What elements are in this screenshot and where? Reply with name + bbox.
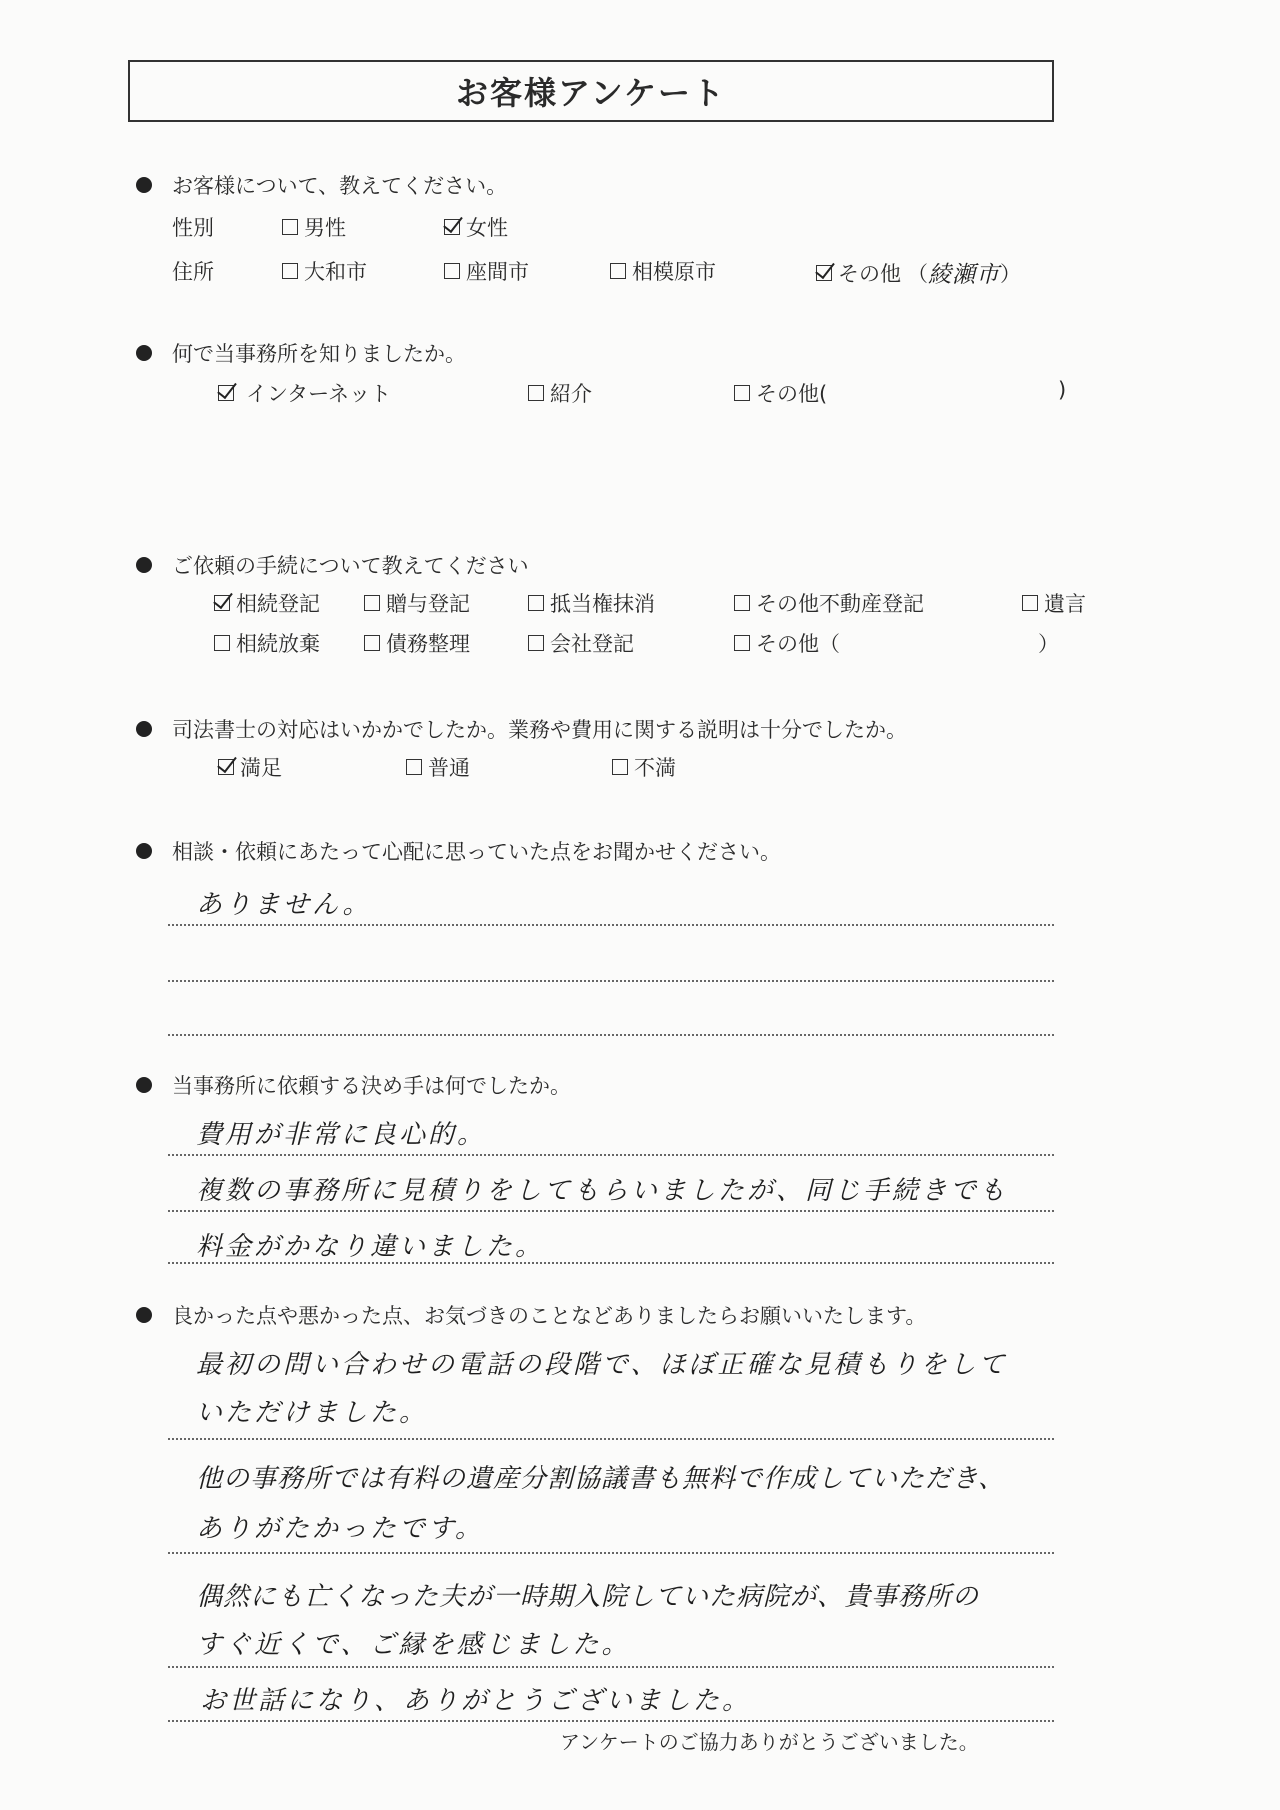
procedure-will[interactable]: 遺言: [1022, 588, 1086, 618]
bullet-icon: [136, 1077, 152, 1093]
bullet-icon: [136, 177, 152, 193]
bullet-icon: [136, 1307, 152, 1323]
checkbox-icon[interactable]: [364, 595, 380, 611]
source-option-referral[interactable]: 紹介: [528, 378, 592, 408]
checkbox-checked-icon[interactable]: [218, 385, 234, 401]
address-option-other[interactable]: その他 （ 綾瀬市 ）: [816, 256, 1021, 289]
address-label: 住所: [172, 260, 214, 284]
bullet-icon: [136, 843, 152, 859]
answer-line[interactable]: 料金がかなり違いました。: [196, 1232, 545, 1262]
procedure-company-registration[interactable]: 会社登記: [528, 628, 634, 658]
procedure-inheritance-renunciation[interactable]: 相続放棄: [214, 628, 320, 658]
question-6-text: 当事務所に依頼する決め手は何でしたか。: [172, 1074, 571, 1098]
question-1: [136, 170, 507, 200]
question-3-text: ご依頼の手続について教えてください: [172, 554, 529, 578]
bullet-icon: [136, 557, 152, 573]
footer-thanks: アンケートのご協力ありがとうございました。: [560, 1730, 979, 1754]
satisfaction-satisfied[interactable]: 満足: [218, 752, 282, 782]
gender-label: 性別: [172, 216, 214, 240]
answer-rule: [168, 1438, 1054, 1440]
procedure-other-close: ）: [1038, 632, 1059, 656]
procedure-debt-consolidation[interactable]: 債務整理: [364, 628, 470, 658]
answer-line[interactable]: 最初の問い合わせの電話の段階で、ほぼ正確な見積もりをして: [196, 1350, 1008, 1380]
question-2-text: 何で当事務所を知りましたか。: [172, 342, 466, 366]
checkbox-icon[interactable]: [734, 635, 750, 651]
answer-line[interactable]: 他の事務所では有料の遺産分割協議書も無料で作成していただき、: [196, 1464, 1005, 1494]
answer-line[interactable]: お世話になり、ありがとうございました。: [200, 1686, 752, 1716]
answer-rule: [168, 1720, 1054, 1722]
gender-option-female[interactable]: 女性: [444, 212, 508, 242]
question-3: [136, 550, 529, 580]
procedure-inheritance-registration[interactable]: 相続登記: [214, 588, 320, 618]
answer-rule: [168, 1552, 1054, 1554]
question-1-text: お客様について、教えてください。: [172, 174, 508, 198]
procedure-other-real-estate[interactable]: その他不動産登記: [734, 588, 924, 618]
answer-rule: [168, 1262, 1054, 1264]
question-7-text: 良かった点や悪かった点、お気づきのことなどありましたらお願いいたします。: [172, 1304, 927, 1328]
checkbox-icon[interactable]: [734, 595, 750, 611]
answer-rule: [168, 1210, 1054, 1212]
answer-rule: [168, 980, 1054, 982]
question-7: [136, 1300, 926, 1330]
checkbox-icon[interactable]: [528, 385, 544, 401]
address-other-value[interactable]: 綾瀬市: [928, 262, 1000, 288]
answer-line[interactable]: 複数の事務所に見積りをしてもらいましたが、同じ手続きでも: [196, 1176, 1009, 1206]
address-option-yamato[interactable]: 大和市: [282, 256, 367, 286]
answer-line[interactable]: ありがたかったです。: [196, 1514, 484, 1544]
question-5-text: 相談・依頼にあたって心配に思っていた点をお聞かせください。: [172, 840, 781, 864]
checkbox-icon[interactable]: [214, 635, 230, 651]
checkbox-icon[interactable]: [444, 263, 460, 279]
checkbox-icon[interactable]: [282, 219, 298, 235]
answer-line[interactable]: 費用が非常に良心的。: [196, 1120, 487, 1150]
procedure-other[interactable]: その他（: [734, 628, 840, 658]
answer-rule: [168, 1034, 1054, 1036]
answer-line[interactable]: 偶然にも亡くなった夫が一時期入院していた病院が、貴事務所の: [196, 1582, 980, 1612]
bullet-icon: [136, 721, 152, 737]
checkbox-icon[interactable]: [612, 759, 628, 775]
checkbox-checked-icon[interactable]: [218, 759, 234, 775]
satisfaction-dissatisfied[interactable]: 不満: [612, 752, 676, 782]
checkbox-icon[interactable]: [364, 635, 380, 651]
checkbox-checked-icon[interactable]: [816, 265, 832, 281]
answer-line[interactable]: いただけました。: [196, 1398, 429, 1428]
answer-rule: [168, 1154, 1054, 1156]
question-4: [136, 714, 907, 744]
source-option-other[interactable]: その他(: [734, 378, 827, 408]
bullet-icon: [136, 345, 152, 361]
checkbox-icon[interactable]: [282, 263, 298, 279]
checkbox-icon[interactable]: [528, 635, 544, 651]
checkbox-checked-icon[interactable]: [444, 219, 460, 235]
checkbox-icon[interactable]: [406, 759, 422, 775]
satisfaction-normal[interactable]: 普通: [406, 752, 470, 782]
checkbox-checked-icon[interactable]: [214, 595, 230, 611]
answer-line[interactable]: すぐ近くで、ご縁を感じました。: [196, 1630, 631, 1660]
question-5: [136, 836, 781, 866]
address-option-sagamihara[interactable]: 相模原市: [610, 256, 716, 286]
page-title: お客様アンケート: [128, 60, 1054, 122]
source-option-internet[interactable]: インターネット: [218, 378, 391, 408]
question-2: [136, 338, 466, 368]
question-6: [136, 1070, 571, 1100]
checkbox-icon[interactable]: [1022, 595, 1038, 611]
checkbox-icon[interactable]: [734, 385, 750, 401]
source-other-close: ): [1058, 378, 1067, 402]
procedure-mortgage-cancellation[interactable]: 抵当権抹消: [528, 588, 655, 618]
checkbox-icon[interactable]: [528, 595, 544, 611]
answer-rule: [168, 924, 1054, 926]
question-4-text: 司法書士の対応はいかかでしたか。業務や費用に関する説明は十分でしたか。: [172, 718, 907, 742]
address-option-zama[interactable]: 座間市: [444, 256, 529, 286]
answer-rule: [168, 1666, 1054, 1668]
procedure-gift-registration[interactable]: 贈与登記: [364, 588, 470, 618]
answer-line[interactable]: ありません。: [196, 890, 372, 920]
checkbox-icon[interactable]: [610, 263, 626, 279]
gender-option-male[interactable]: 男性: [282, 212, 346, 242]
